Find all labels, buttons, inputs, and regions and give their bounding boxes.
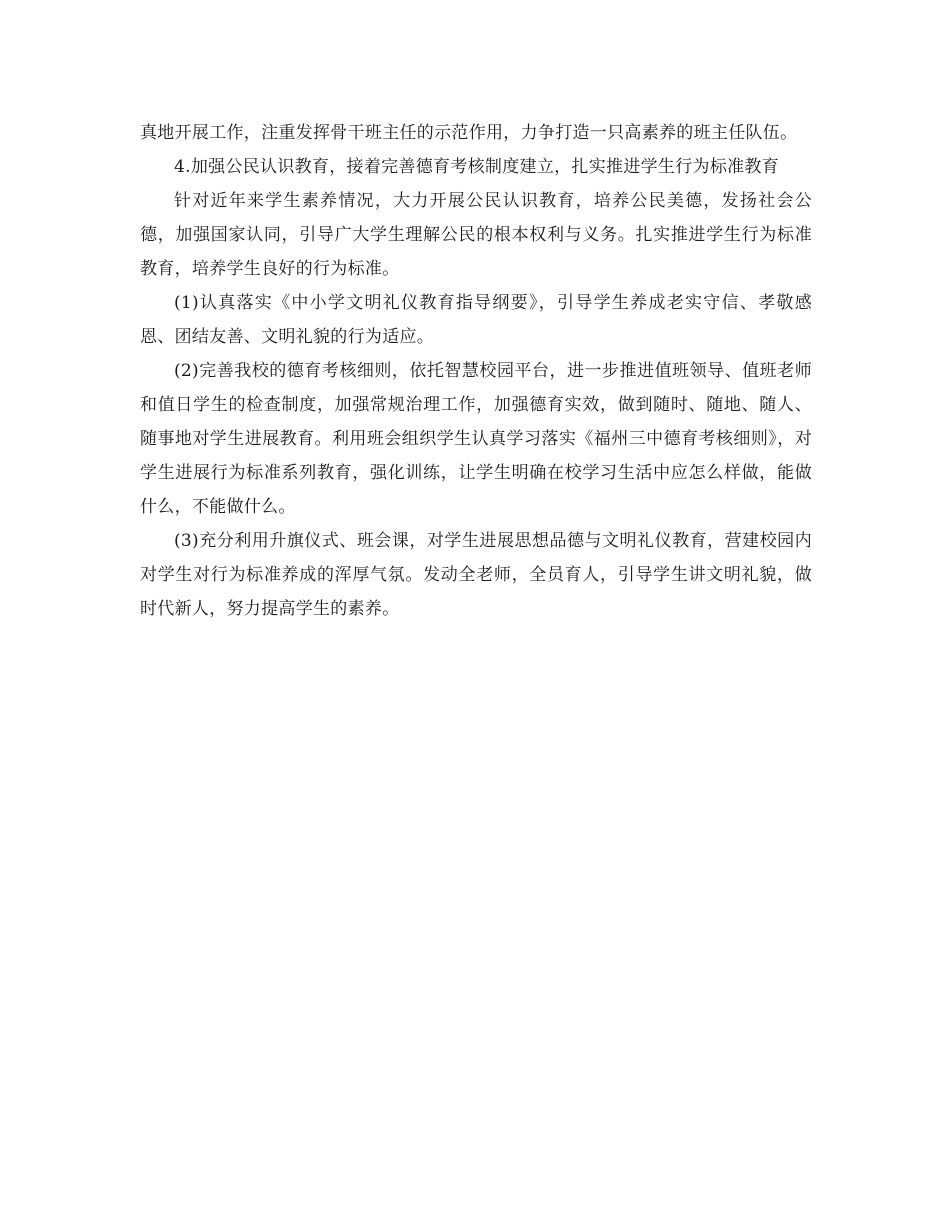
list-item-3: (3)充分利用升旗仪式、班会课，对学生进展思想品德与文明礼仪教育，营建校园内对学生对行为标准养成的浑厚气氛。发动全老师，全员育人，引导学生讲文明礼貌，做时代新人，努力提高学生的素养。 <box>140 531 812 619</box>
section-heading-4: 4.加强公民认识教育，接着完善德育考核制度建立，扎实推进学生行为标准教育 <box>174 157 780 177</box>
paragraph-continuation: 真地开展工作，注重发挥骨干班主任的示范作用，力争打造一只高素养的班主任队伍。 <box>140 123 798 143</box>
paragraph-intro: 针对近年来学生素养情况，大力开展公民认识教育，培养公民美德，发扬社会公德，加强国家认同，引导广大学生理解公民的根本权利与义务。扎实推进学生行为标准教育，培养学生良好的行为标准。 <box>140 191 812 279</box>
list-item-1: (1)认真落实《中小学文明礼仪教育指导纲要》，引导学生养成老实守信、孝敬感恩、团结友善、文明礼貌的行为适应。 <box>140 293 812 347</box>
list-item-2: (2)完善我校的德育考核细则，依托智慧校园平台，进一步推进值班领导、值班老师和值日学生的检查制度，加强常规治理工作，加强德育实效，做到随时、随地、随人、随事地对学生进展教育。利用班会组织学生认真学习落实《福州三中德育考核细则》，对学生进展行为标准系列教育，强化训练，让学生明确在校学习生活中应怎么样做，能做什么，不能做什么。 <box>140 361 812 517</box>
document-body <box>140 116 812 626</box>
